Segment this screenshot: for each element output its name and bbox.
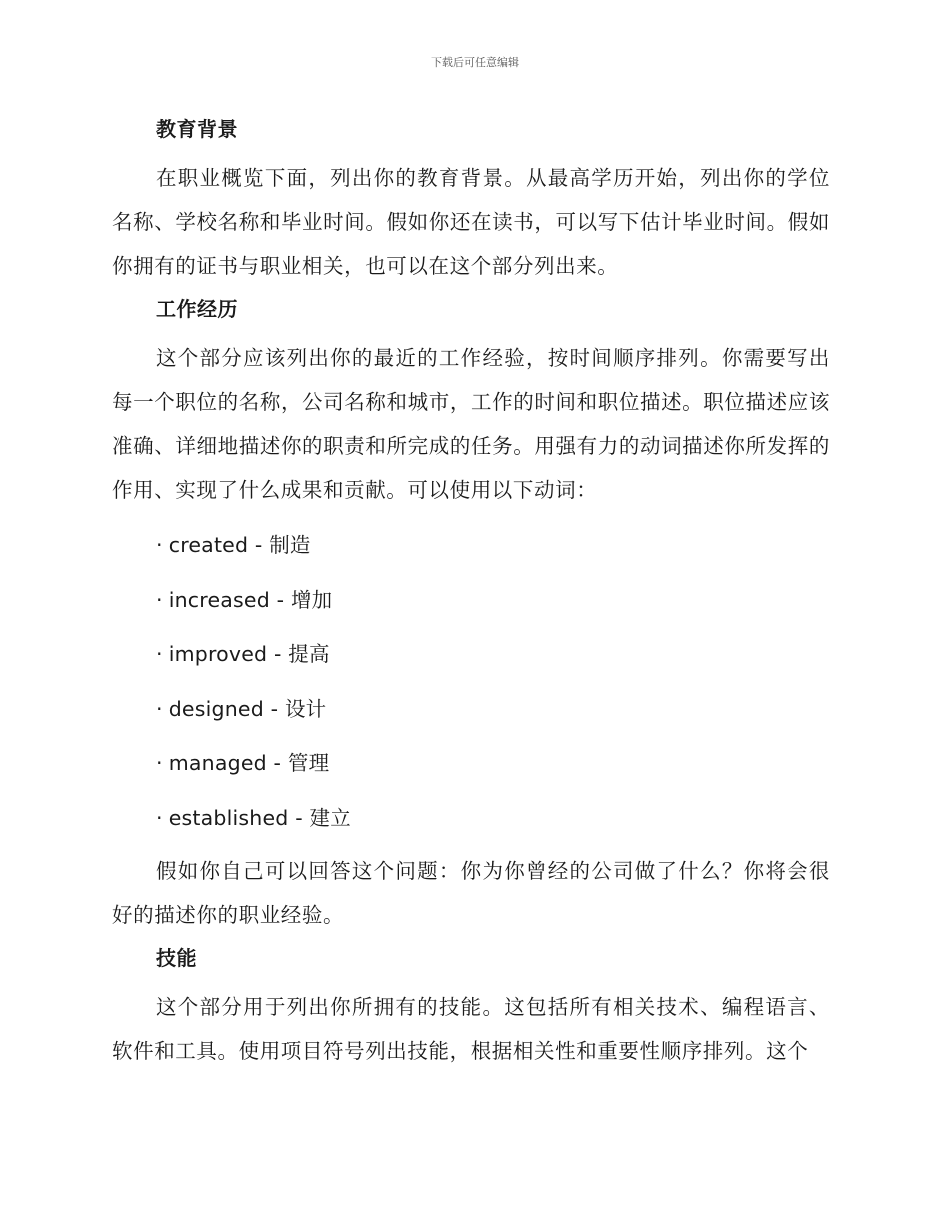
bullet-icon: · (156, 696, 163, 721)
bullet-icon: · (156, 587, 163, 612)
section-education (112, 114, 830, 288)
list-item (112, 627, 830, 682)
section-paragraph: 这个部分应该列出你的最近的工作经验，按时间顺序排列。你需要写出每一个职位的名称，公司名称和城市，工作的时间和职位描述。职位描述应该准确、详细地描述你的职责和所完成的任务。用强有力的动词描述你所发挥的作用、实现了什么成果和贡献。可以使用以下动词： (112, 346, 830, 502)
bullet-icon: · (156, 642, 163, 666)
section-closing-paragraph: 假如你自己可以回答这个问题：你为你曾经的公司做了什么？你将会很好的描述你的职业经验。 (112, 859, 830, 927)
section-heading: 教育背景 (156, 117, 238, 141)
document-body (112, 108, 830, 1077)
section-paragraph: 这个部分用于列出你所拥有的技能。这包括所有相关技术、编程语言、软件和工具。使用项目符号列出技能，根据相关性和重要性顺序排列。这个 (112, 995, 830, 1063)
bullet-icon: · (156, 533, 163, 557)
list-item-text: designed - 设计 (168, 696, 327, 721)
list-item-text: established - 建立 (168, 805, 351, 830)
list-item-text: improved - 提高 (168, 642, 330, 666)
list-item-text: increased - 增加 (168, 587, 333, 612)
section-heading: 技能 (156, 946, 197, 970)
list-item (112, 791, 830, 846)
section-skills (112, 943, 830, 1073)
verb-list (112, 518, 830, 845)
section-heading: 工作经历 (156, 297, 238, 321)
list-item-text: created - 制造 (168, 533, 311, 557)
header-note: 下载后可任意编辑 (431, 56, 519, 69)
list-item (112, 682, 830, 737)
bullet-icon: · (156, 805, 163, 830)
list-item (112, 573, 830, 628)
list-item-text: managed - 管理 (168, 751, 330, 775)
bullet-icon: · (156, 751, 163, 775)
list-item (112, 736, 830, 791)
section-work-experience (112, 294, 830, 937)
list-item (112, 518, 830, 573)
section-paragraph: 在职业概览下面，列出你的教育背景。从最高学历开始，列出你的学位名称、学校名称和毕业时间。假如你还在读书，可以写下估计毕业时间。假如你拥有的证书与职业相关，也可以在这个部分列出来。 (112, 166, 830, 278)
